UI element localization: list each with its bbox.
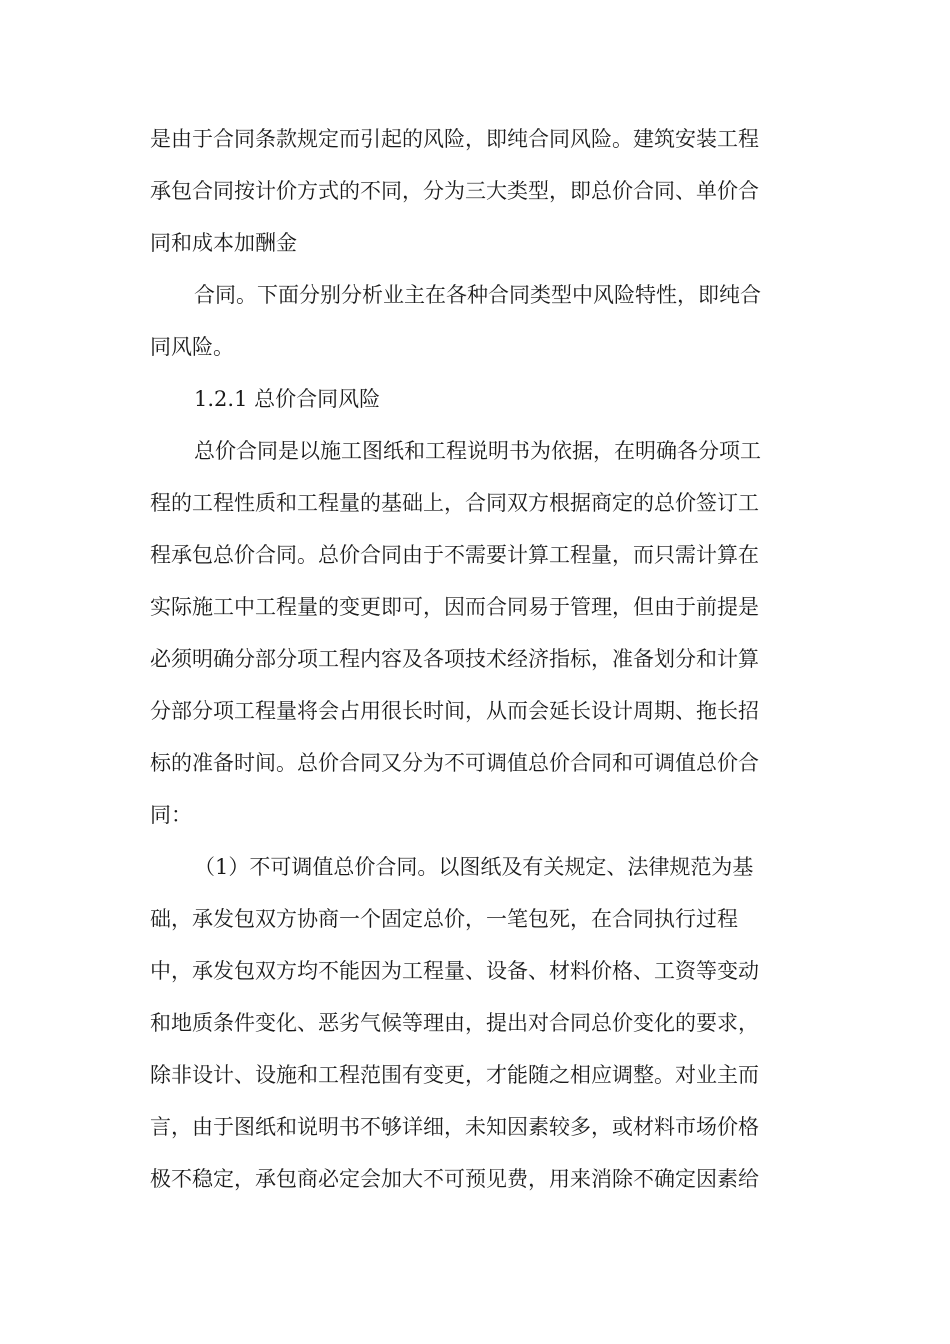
- paragraph-start-line: 合同。下面分别分析业主在各种合同类型中风险特性，即纯合: [194, 283, 761, 307]
- text-line: 同和成本加酬金: [150, 231, 297, 255]
- text-line: 分部分项工程量将会占用很长时间，从而会延长设计周期、拖长招: [150, 699, 759, 723]
- section-heading: 1.2.1 总价合同风险: [194, 387, 381, 411]
- text-line: 同风险。: [150, 335, 234, 359]
- text-line: 承包合同按计价方式的不同，分为三大类型，即总价合同、单价合: [150, 179, 759, 203]
- text-line: 标的准备时间。总价合同又分为不可调值总价合同和可调值总价合: [150, 751, 759, 775]
- text-line: 和地质条件变化、恶劣气候等理由，提出对合同总价变化的要求，: [150, 1011, 759, 1035]
- text-line: 础，承发包双方协商一个固定总价，一笔包死，在合同执行过程: [150, 907, 738, 931]
- text-line: 极不稳定，承包商必定会加大不可预见费，用来消除不确定因素给: [150, 1167, 759, 1191]
- text-line: 程承包总价合同。总价合同由于不需要计算工程量，而只需计算在: [150, 543, 759, 567]
- text-line: 言，由于图纸和说明书不够详细，未知因素较多，或材料市场价格: [150, 1115, 759, 1139]
- text-line: 同：: [150, 803, 192, 827]
- text-line: 中，承发包双方均不能因为工程量、设备、材料价格、工资等变动: [150, 959, 759, 983]
- text-line: 是由于合同条款规定而引起的风险，即纯合同风险。建筑安装工程: [150, 127, 759, 151]
- text-line: 实际施工中工程量的变更即可，因而合同易于管理，但由于前提是: [150, 595, 759, 619]
- body-text: [150, 113, 800, 1205]
- paragraph-start-line: 总价合同是以施工图纸和工程说明书为依据，在明确各分项工: [194, 439, 761, 463]
- text-line: 程的工程性质和工程量的基础上，合同双方根据商定的总价签订工: [150, 491, 759, 515]
- text-line: 除非设计、设施和工程范围有变更，才能随之相应调整。对业主而: [150, 1063, 759, 1087]
- text-line: 必须明确分部分项工程内容及各项技术经济指标，准备划分和计算: [150, 647, 759, 671]
- paragraph-start-line: （1）不可调值总价合同。以图纸及有关规定、法律规范为基: [194, 855, 754, 879]
